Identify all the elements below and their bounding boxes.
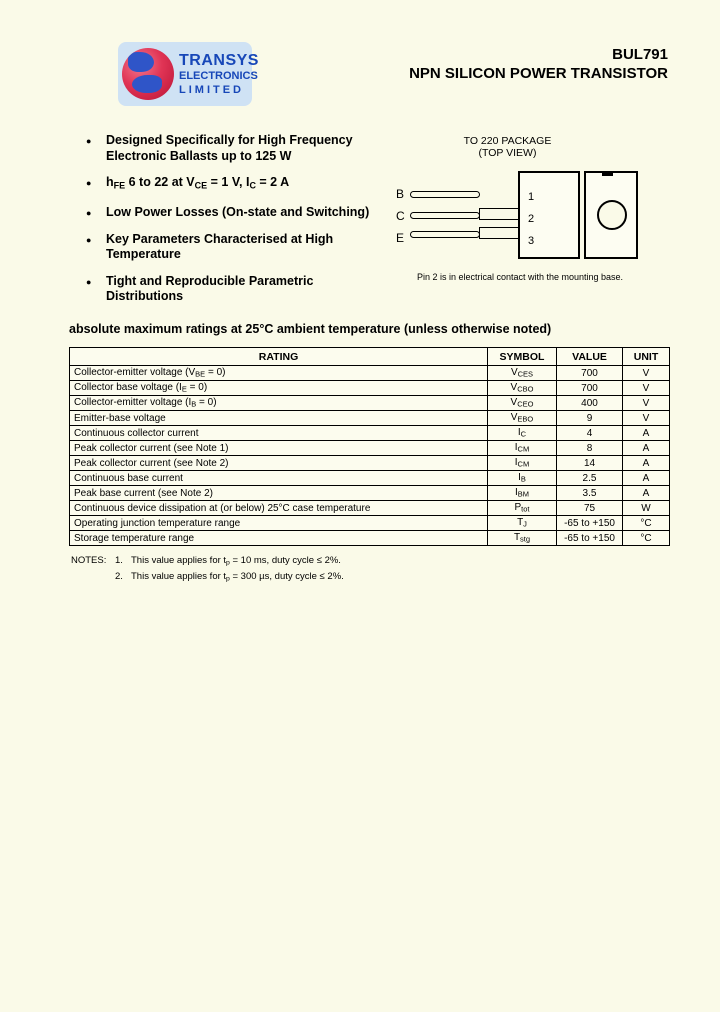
package-title [385, 135, 630, 159]
symbol-cell: $V_{EBO}$ [488, 411, 557, 426]
value-cell: -65 to +150 [557, 516, 623, 531]
symbol-cell: $T_J$ [488, 516, 557, 531]
lead-b [410, 191, 480, 198]
unit-cell: A [623, 441, 670, 456]
company-name-line2: ELECTRONICS [179, 69, 258, 82]
value-cell: 14 [557, 456, 623, 471]
value-cell: 400 [557, 396, 623, 411]
lead-c-connector [479, 208, 519, 220]
unit-cell: °C [623, 531, 670, 546]
notes [71, 554, 344, 585]
unit-cell: V [623, 411, 670, 426]
company-name [179, 53, 259, 96]
note-text: This value applies for $t_p = 300$ µs, duty cycle ≤ 2%. [131, 570, 344, 583]
unit-cell: V [623, 381, 670, 396]
rating-cell: Collector-emitter voltage $(V_{BE} = 0)$ [70, 366, 488, 381]
symbol-cell: $V_{CBO}$ [488, 381, 557, 396]
rating-cell: Peak collector current (see Note 2) [70, 456, 488, 471]
package-drawing [390, 168, 650, 263]
pin-number-2: 2 [528, 213, 535, 225]
lead-c [410, 212, 480, 219]
table-row [70, 396, 670, 411]
unit-cell: V [623, 366, 670, 381]
value-cell: 700 [557, 366, 623, 381]
column-header-unit: UNIT [623, 348, 670, 366]
bullet-icon: ● [86, 136, 92, 146]
symbol-cell: $I_B$ [488, 471, 557, 486]
ratings-table [69, 347, 670, 546]
bullet-icon: ● [86, 178, 92, 188]
part-number: BUL791 [612, 46, 668, 63]
globe-logo-icon [122, 48, 174, 100]
column-header-symbol: SYMBOL [488, 348, 557, 366]
unit-cell: A [623, 456, 670, 471]
rating-cell: Storage temperature range [70, 531, 488, 546]
feature-text: Tight and Reproducible Parametric Distributions [106, 273, 314, 304]
package-figure [385, 135, 665, 290]
feature-item [86, 274, 396, 305]
rating-cell: Peak base current (see Note 2) [70, 486, 488, 501]
value-cell: 4 [557, 426, 623, 441]
unit-cell: °C [623, 516, 670, 531]
pin-e-label: E [396, 231, 405, 245]
section-title: absolute maximum ratings at 25°C ambient temperature (unless otherwise noted) [69, 322, 552, 336]
value-cell: 3.5 [557, 486, 623, 501]
value-cell: 75 [557, 501, 623, 516]
value-cell: -65 to +150 [557, 531, 623, 546]
mounting-hole-icon [597, 200, 627, 230]
rating-cell: Emitter-base voltage [70, 411, 488, 426]
note-text: This value applies for $t_p = 10$ ms, duty cycle ≤ 2%. [131, 555, 341, 567]
note-item-2 [115, 570, 344, 586]
rating-cell: Continuous base current [70, 471, 488, 486]
value-cell: 700 [557, 381, 623, 396]
symbol-cell: $I_{CM}$ [488, 441, 557, 456]
rating-cell: Continuous device dissipation at (or below) 25°C case temperature [70, 501, 488, 516]
unit-cell: A [623, 426, 670, 441]
feature-text: Designed Specifically for High Frequency Electronic Ballasts up to 125 W [106, 133, 353, 163]
features-list [86, 133, 396, 316]
feature-item [86, 133, 396, 164]
bullet-icon: ● [86, 234, 92, 245]
tab-notch [602, 173, 613, 176]
feature-text: Key Parameters Characterised at High Temperature [106, 231, 334, 262]
rating-cell: Collector base voltage $(I_E = 0)$ [70, 381, 488, 396]
feature-item [86, 232, 396, 263]
table-row [70, 441, 670, 456]
value-cell: 2.5 [557, 471, 623, 486]
table-row [70, 411, 670, 426]
table-body [70, 366, 670, 546]
rating-cell: Collector-emitter voltage $(I_B = 0)$ [70, 396, 488, 411]
pin-b-label: B [396, 187, 405, 201]
table-row [70, 531, 670, 546]
feature-text: Low Power Losses (On-state and Switching) [106, 204, 370, 219]
feature-item [86, 175, 396, 194]
table-row [70, 381, 670, 396]
rating-cell: Continuous collector current [70, 426, 488, 441]
note-number: 1. [115, 555, 123, 566]
symbol-cell: $P_{tot}$ [488, 501, 557, 516]
package-title-line2: (TOP VIEW) [478, 147, 537, 159]
table-row [70, 366, 670, 381]
unit-cell: A [623, 471, 670, 486]
value-cell: 8 [557, 441, 623, 456]
table-head [70, 348, 670, 366]
package-caption: Pin 2 is in electrical contact with the mounting base. [416, 272, 624, 282]
notes-label: NOTES: [71, 555, 107, 566]
pin-number-1: 1 [528, 191, 535, 203]
document-titles [409, 46, 668, 84]
unit-cell: A [623, 486, 670, 501]
company-name-line1: TRANSYS [179, 51, 259, 69]
feature-item [86, 205, 396, 221]
table-header-row [70, 348, 670, 366]
table-row [70, 516, 670, 531]
feature-text: $h_{FE}$ 6 to 22 at $V_{CE} = 1$ V, $I_C = 2$ A [106, 175, 290, 191]
column-header-value: VALUE [557, 348, 623, 366]
column-header-rating: RATING [70, 348, 488, 366]
package-title-line1: TO 220 PACKAGE [463, 135, 552, 147]
table-row [70, 501, 670, 516]
company-logo [118, 42, 259, 106]
device-title: NPN SILICON POWER TRANSISTOR [409, 64, 668, 82]
note-number: 2. [115, 570, 123, 582]
symbol-cell: $T_{stg}$ [488, 531, 557, 546]
pin-c-label: C [396, 209, 405, 223]
unit-cell: V [623, 396, 670, 411]
table-row [70, 426, 670, 441]
rating-cell: Peak collector current (see Note 1) [70, 441, 488, 456]
notes-items [115, 554, 344, 585]
rating-cell: Operating junction temperature range [70, 516, 488, 531]
symbol-cell: $I_{CM}$ [488, 456, 557, 471]
bullet-icon: ● [86, 276, 92, 287]
note-item-1 [115, 554, 344, 570]
symbol-cell: $V_{CEO}$ [488, 396, 557, 411]
company-name-line3: LIMITED [179, 83, 244, 96]
table-row [70, 486, 670, 501]
table-row [70, 456, 670, 471]
lead-e-connector [479, 227, 519, 239]
lead-e [410, 231, 480, 238]
unit-cell: W [623, 501, 670, 516]
symbol-cell: $I_{BM}$ [488, 486, 557, 501]
symbol-cell: $V_{CES}$ [488, 366, 557, 381]
table-row [70, 471, 670, 486]
value-cell: 9 [557, 411, 623, 426]
symbol-cell: $I_C$ [488, 426, 557, 441]
bullet-icon: ● [86, 207, 92, 218]
pin-number-3: 3 [528, 235, 535, 247]
